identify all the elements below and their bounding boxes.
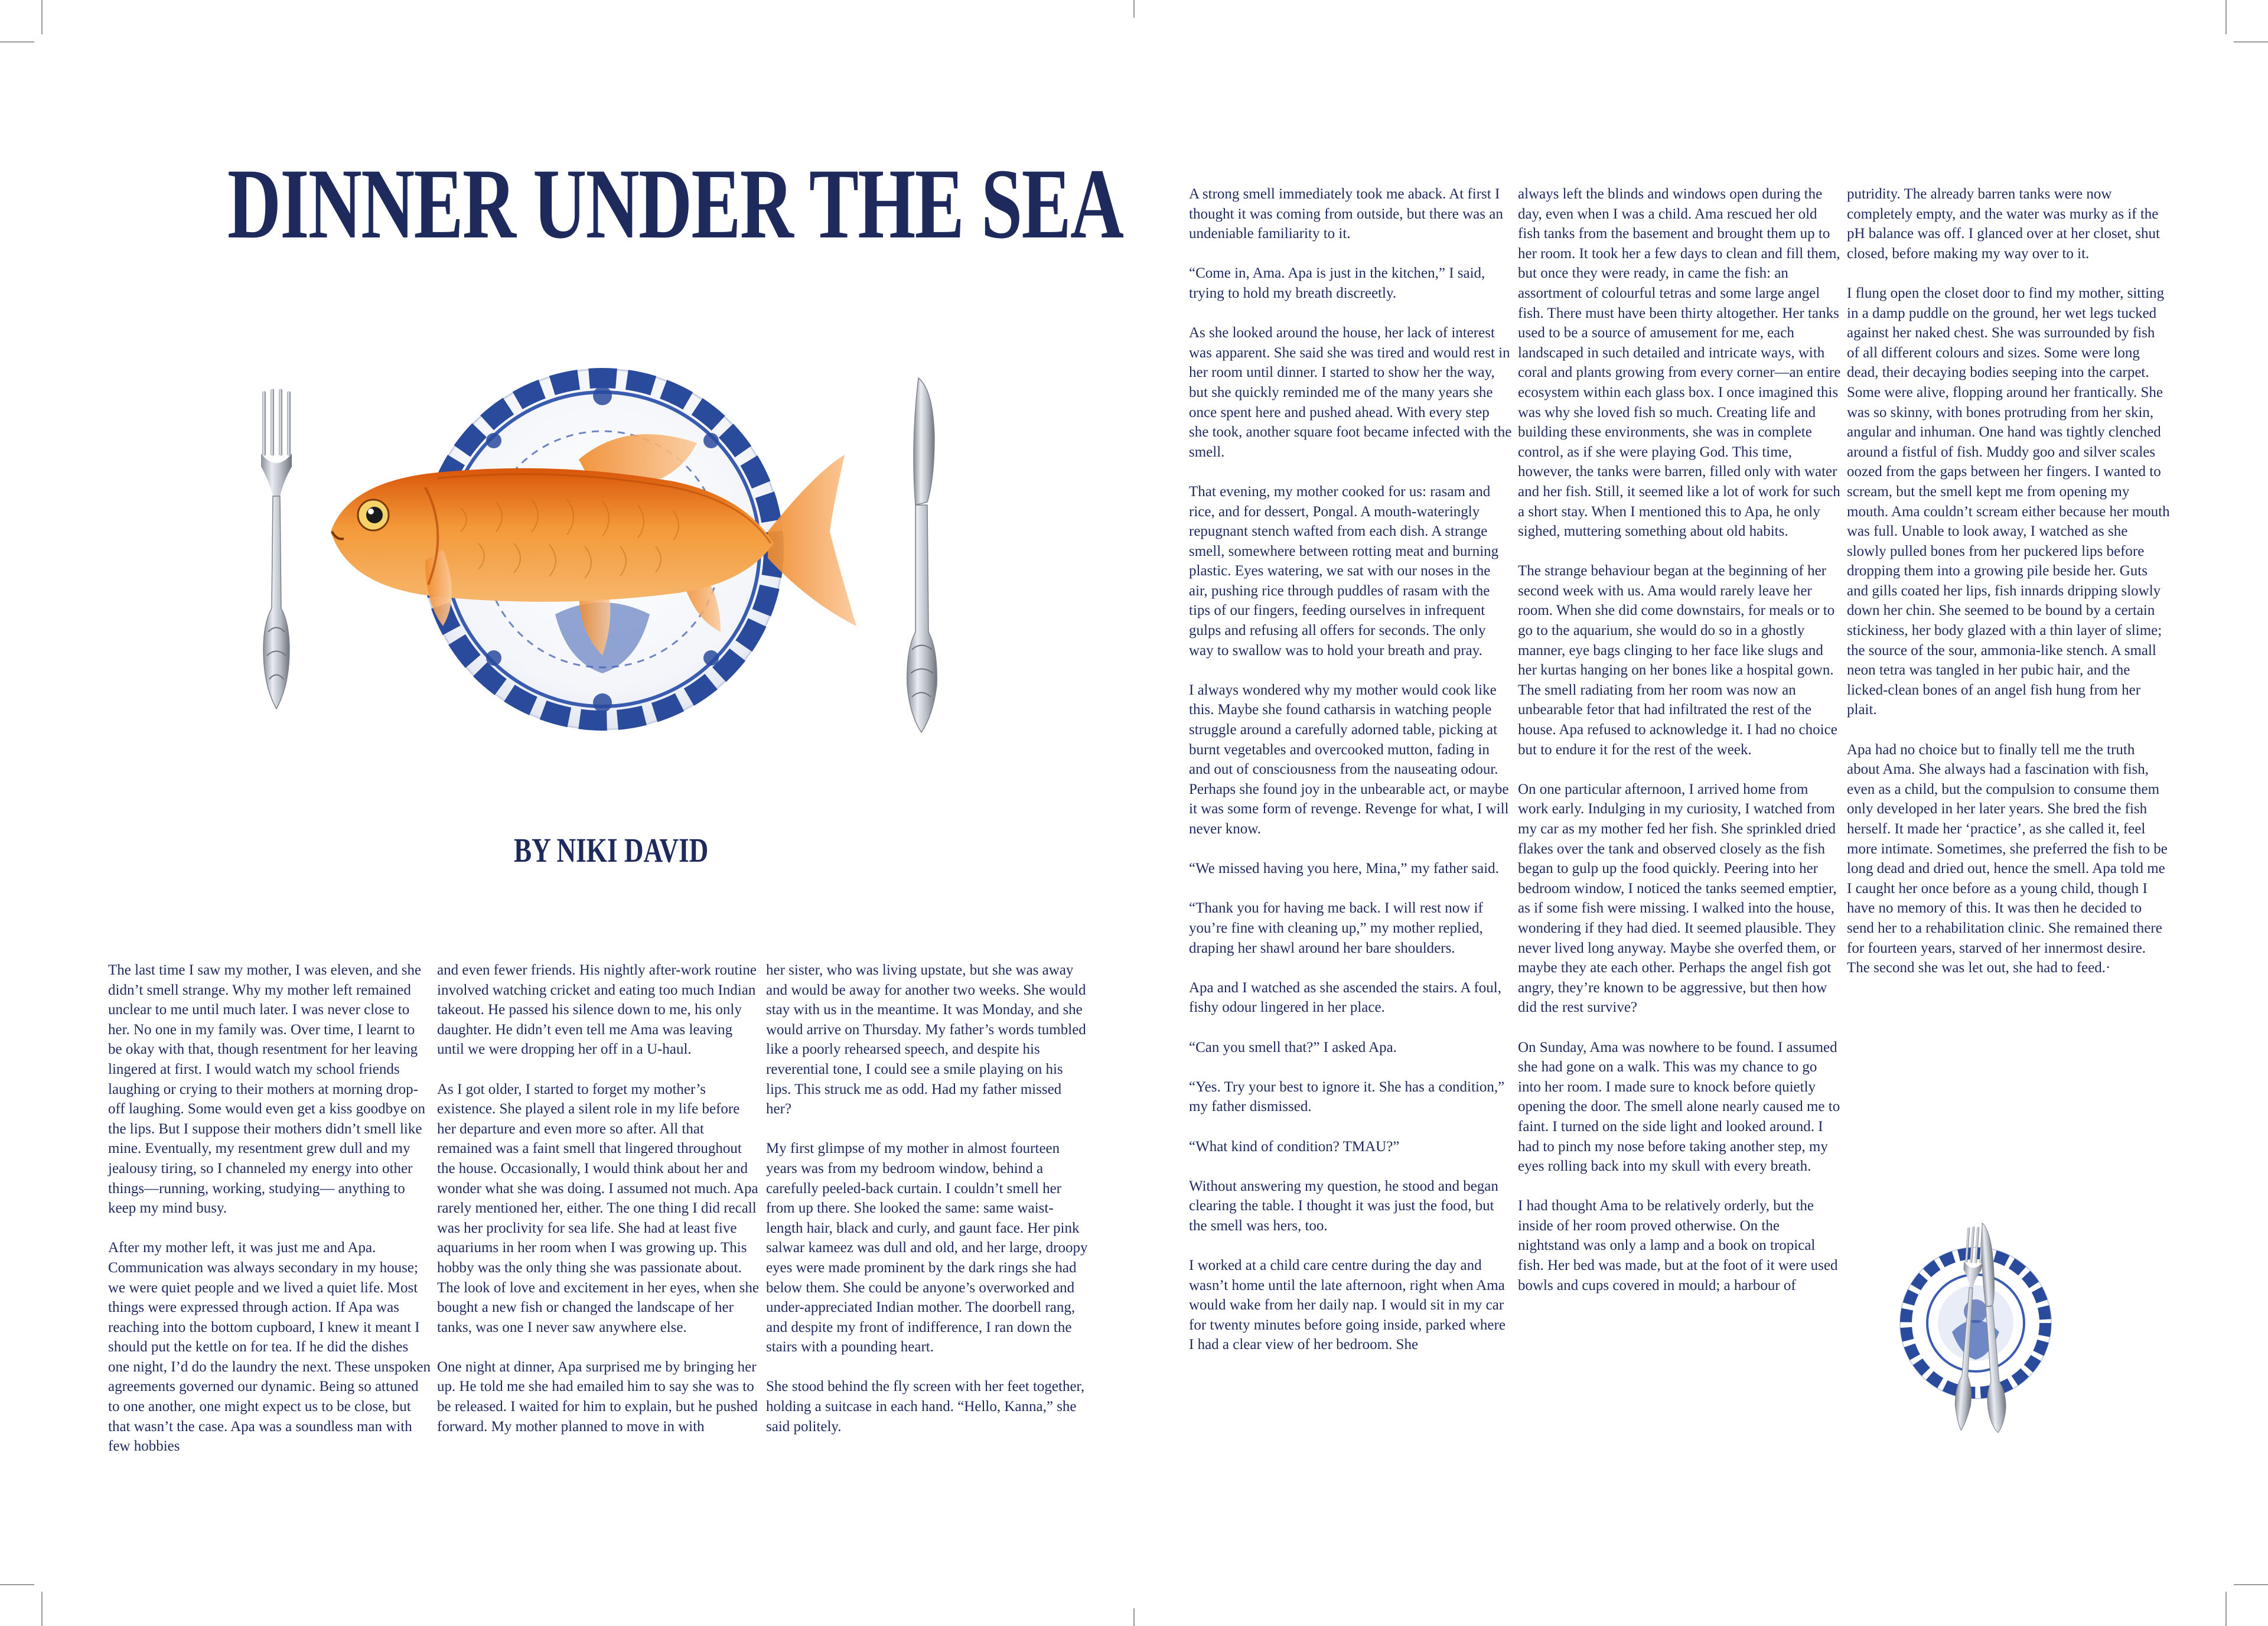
paragraph: “What kind of condition? TMAU?”	[1189, 1138, 1400, 1155]
article-column-3	[766, 960, 1090, 1436]
crop-mark	[1133, 0, 1135, 18]
paragraph: As she looked around the house, her lack of interest was apparent. She said she was tired and would rest in her room until dinner. I started to show her the way, but she quickly reminded me of the many years she once spent here and pushed ahead. With every step she took, another square foot became infected with the smell.	[1189, 325, 1512, 460]
paragraph: I flung open the closet door to find my mother, sitting in a damp puddle on the ground, her wet legs tucked against her naked chest. She was surrounded by fish of all different colours and sizes. Some were long dead, their decaying bodies seeping into the carpet. Some were alive, flopping around her frantically. She was so skinny, with bones protruding from her skin, angular and inhuman. One hand was tightly clenched around a fistful of fish. Muddy goo and silver scales oozed from the gaps between her fingers. I wanted to scream, but the smell kept me from opening my mouth. Ama couldn’t scream either because her mouth was full. Unable to look away, I watched as she slowly pulled bones from her puckered lips before dropping them into a growing pile beside her. Guts and gills coated her lips, fish innards dripping slowly down her chin. She seemed to be bound by a certain stickiness, her body glazed with a thin layer of slime; the source of the sour, ammonia-like stench. A small neon tetra was tangled in her pubic hair, and the licked-clean bones of an angel fish hung from her plait.	[1847, 285, 2170, 718]
paragraph: “Can you smell that?” I asked Apa.	[1189, 1039, 1397, 1055]
article-title: DINNER UNDER THE SEA	[227, 148, 1123, 259]
paragraph: “Yes. Try your best to ignore it. She has a condition,” my father dismissed.	[1189, 1078, 1505, 1115]
paragraph: always left the blinds and windows open during the day, even when I was a child. Ama rescued her old fish tanks from the basement and brought them up to her room. It took her a few days to clean and fill them, but once they were ready, in came the fish: an assortment of colourful tetras and some large angel fish. There must have been thirty altogether. Her tanks used to be a source of amusement for me, each landscaped in such detailed and intricate ways, with coral and plants growing from every corner—an entire ecosystem within each glass box. I once imagined this was why she loved fish so much. Creating life and building these environments, she was in complete control, as if she were playing God. This time, however, the tanks were barren, filled only with water and her fish. Still, it seemed like a lot of work for such a short stay. When I mentioned this to Apa, he only sighed, muttering something about old habits.	[1518, 186, 1841, 540]
article-column-1	[108, 960, 432, 1456]
article-byline: BY NIKI DAVID	[514, 831, 709, 869]
paragraph: On one particular afternoon, I arrived home from work early. Indulging in my curiosity, I watched from my car as my mother fed her fish. She sprinkled dried flakes over the tank and observed closely as the fish began to gulp up the food quickly. Peering into her bedroom window, I noticed the tanks seemed emptier, as if some fish were missing. I walked into the house, wondering if they had died. It seemed plausible. They never lived long anyway. Maybe she overfed them, or maybe they ate each other. Perhaps the angel fish got angry, they’re known to be aggressive, but then how did the rest survive?	[1518, 781, 1837, 1016]
crop-mark	[41, 0, 43, 34]
article-column-4	[1189, 184, 1513, 1355]
paragraph: She stood behind the fly screen with her feet together, holding a suitcase in each hand. “Hello, Kanna,” she said politely.	[766, 1379, 1085, 1435]
article-column-6	[1847, 184, 2171, 978]
paragraph: Apa and I watched as she ascended the stairs. A foul, fishy odour lingered in her place.	[1189, 979, 1502, 1016]
paragraph: A strong smell immediately took me aback. At first I thought it was coming from outside, but there was an undeniable familiarity to it.	[1189, 186, 1503, 242]
knife-icon	[907, 378, 937, 732]
paragraph: putridity. The already barren tanks were now completely empty, and the water was murky as if the pH balance was off. I glanced over at her closet, shut closed, before making my way over to it.	[1847, 186, 2160, 262]
crop-mark	[0, 41, 34, 43]
goldfish-plate-illustration	[248, 354, 945, 744]
paragraph: “Come in, Ama. Apa is just in the kitchen,” I said, trying to hold my breath discreetly.	[1189, 265, 1485, 301]
paragraph: Without answering my question, he stood and began clearing the table. I thought it was just the food, but the smell was hers, too.	[1189, 1178, 1498, 1234]
paragraph: I had thought Ama to be relatively orderly, but the inside of her room proved otherwise. On the nightstand was only a lamp and a book on tropical fish. Her bed was made, but at the foot of it were used bowls and cups covered in mould; a harbour of	[1518, 1198, 1838, 1293]
paragraph: I always wondered why my mother would cook like this. Maybe she found catharsis in watching people struggle around a carefully adorned table, picking at burnt vegetables and overcooked mutton, fading in and out of consciousness from the nauseating odour. Perhaps she found joy in the unbearable act, or maybe it was some form of revenge. Revenge for what, I will never know.	[1189, 682, 1509, 837]
article-column-2	[437, 960, 761, 1436]
paragraph: “We missed having you here, Mina,” my father said.	[1189, 861, 1499, 877]
article-column-5	[1518, 184, 1842, 1295]
crop-mark	[1133, 1608, 1135, 1626]
crop-mark	[41, 1592, 43, 1626]
paragraph: The strange behaviour began at the beginning of her second week with us. Ama would rarely leave her room. When she did come downstairs, for meals or to go to the aquarium, she would do so in a ghostly manner, eye bags clinging to her face like slugs and her kurtas hanging on her bones like a hospital gown. The smell radiating from her room was now an unbearable fetor that had infiltrated the rest of the house. Apa refused to acknowledge it. I had no choice but to endure it for the rest of the week.	[1518, 563, 1837, 758]
paragraph: “Thank you for having me back. I will rest now if you’re fine with cleaning up,” my mother replied, draping her shawl around her bare shoulders.	[1189, 900, 1483, 956]
paragraph: On Sunday, Ama was nowhere to be found. I assumed she had gone on a walk. This was my chance to go into her room. I made sure to knock before quietly opening the door. The smell alone nearly caused me to faint. I turned on the side light and looked around. I had to pinch my nose before taking another step, my eyes rolling back into my skull with every breath.	[1518, 1039, 1840, 1175]
paragraph: her sister, who was living upstate, but she was away and would be away for another two weeks. She would stay with us in the meantime. It was Monday, and she would arrive on Thursday. My father’s words tumbled like a poorly rehearsed speech, and despite his reverential tone, I could see a smile playing on his lips. This struck me as odd. Had my father missed her?	[766, 962, 1086, 1117]
crop-mark	[0, 1584, 34, 1585]
goldfish-icon	[331, 434, 856, 656]
paragraph: One night at dinner, Apa surprised me by bringing her up. He told me she had emailed him to say she was to be released. I waited for him to explain, but he pushed forward. My mother planned to move in with	[437, 1358, 758, 1435]
crop-mark	[2225, 0, 2227, 34]
paragraph: Apa had no choice but to finally tell me the truth about Ama. She always had a fascination with fish, even as a child, but the compulsion to consume them only developed in her later years. She bred the fish herself. It made her ‘practice’, as she called it, feel more intimate. Sometimes, she preferred the fish to be long dead and dried out, hence the smell. Apa told me I caught her once before as a young child, though I have no memory of this. It was then he decided to send her to a rehabilitation clinic. She remained there for fourteen years, starved of her innermost desire. The second she was let out, she had to feed.·	[1847, 741, 2168, 976]
paragraph: and even fewer friends. His nightly after-work routine involved watching cricket and eating too much Indian takeout. He passed his silence down to me, his only daughter. He didn’t even tell me Ama was leaving until we were dropping her off in a U-haul.	[437, 962, 757, 1058]
crop-mark	[2234, 1584, 2268, 1585]
crop-mark	[2225, 1592, 2227, 1626]
paragraph: That evening, my mother cooked for us: rasam and rice, and for dessert, Pongal. A mouth-wateringly repugnant stench wafted from each dish. A strange smell, somewhere between rotting meat and burning plastic. Eyes watering, we sat with our noses in the air, pushing rice through puddles of rasam with the tips of our fingers, feeding ourselves in infrequent gulps and refusing all offers for seconds. The only way to swallow was to hold your breath and pray.	[1189, 483, 1499, 659]
paragraph: After my mother left, it was just me and Apa. Communication was always secondary in my house; we were quiet people and we lived a quiet life. Most things were expressed through action. If Apa was reaching into the bottom cupboard, I knew it meant I should put the kettle on for tea. If he did the dishes one night, I’d do the laundry the next. These unspoken agreements governed our dynamic. Being so attuned to one another, one might expect us to be close, but that wasn’t the case. Apa was a soundless man with few hobbies	[108, 1240, 431, 1455]
paragraph: As I got older, I started to forget my mother’s existence. She played a silent role in my life before her departure and even more so after. All that remained was a faint smell that lingered throughout the house. Occasionally, I would think about her and wonder what she was doing. I assumed not much. Apa rarely mentioned her, either. The one thing I did recall was her proclivity for sea life. She had at least five aquariums in her room when I was growing up. This hobby was the only thing she was passionate about. The look of love and excitement in her eyes, when she bought a new fish or changed the landscape of her tanks, was one I never saw anywhere else.	[437, 1081, 759, 1335]
paragraph: My first glimpse of my mother in almost fourteen years was from my bedroom window, behind a carefully peeled-back curtain. I couldn’t smell her from up there. She looked the same: same waist-length hair, black and curly, and gaunt face. Her pink salwar kameez was dull and old, and her large, droopy eyes were made prominent by the dark rings she had below them. She could be anyone’s overworked and under-appreciated Indian mother. The doorbell rang, and despite my front of indifference, I ran down the stairs with a pounding heart.	[766, 1141, 1088, 1355]
crop-mark	[2234, 41, 2268, 43]
fork-icon	[261, 389, 292, 709]
paragraph: I worked at a child care centre during the day and wasn’t home until the late afternoon, right when Ama would wake from her daily nap. I would sit in my car for twenty minutes before going inside, parked where I had a clear view of her bedroom. She	[1189, 1257, 1506, 1353]
end-mark-plate-illustration	[1896, 1205, 2055, 1441]
paragraph: The last time I saw my mother, I was eleven, and she didn’t smell strange. Why my mother left remained unclear to me until much later. I was never close to her. No one in my family was. Over time, I learnt to be okay with that, though resentment for her leaving lingered at first. I would watch my school friends laughing or crying to their mothers at morning drop-off laughing. Some would even get a kiss goodbye on the lips. But I suppose their mothers didn’t smell like mine. Eventually, my resentment grew dull and my jealousy tiring, so I channeled my energy into other things—running, working, studying— anything to keep my mind busy.	[108, 962, 425, 1217]
